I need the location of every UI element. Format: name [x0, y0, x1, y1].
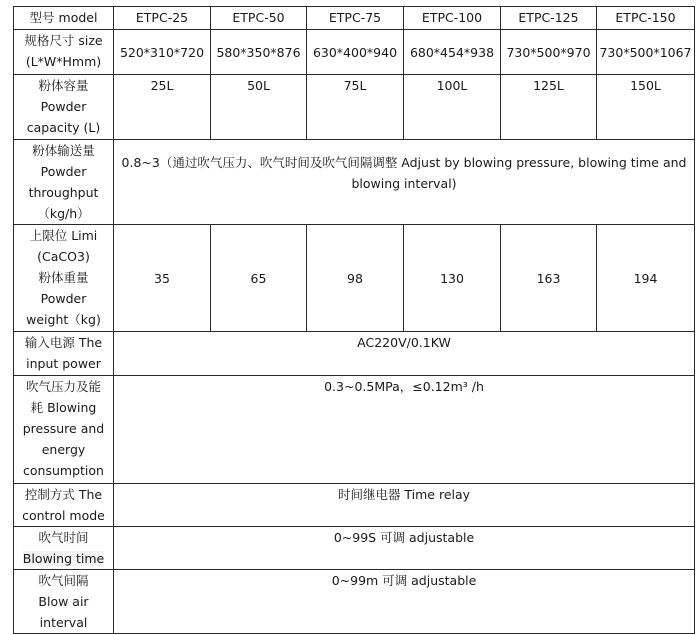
model-name: ETPC-75 — [307, 7, 404, 30]
pressure-row — [14, 376, 695, 484]
model-name: ETPC-25 — [114, 7, 211, 30]
dimension-value: 680*454*938 — [404, 30, 501, 75]
dimension-value: 730*500*1067 — [597, 30, 695, 75]
control-value: 时间继电器 Time relay — [114, 484, 695, 527]
weight-value: 130 — [404, 225, 501, 332]
model-name: ETPC-100 — [404, 7, 501, 30]
interval-value: 0~99m 可调 adjustable — [114, 570, 695, 634]
dimension-value: 730*500*970 — [501, 30, 597, 75]
blowing-time-label: 吹气时间 Blowing time — [14, 527, 114, 570]
interval-row — [14, 570, 695, 634]
capacity-value: 25L — [114, 75, 211, 140]
capacity-row — [14, 75, 695, 140]
dimension-value: 630*400*940 — [307, 30, 404, 75]
weight-row — [14, 225, 695, 332]
spec-table-container — [13, 6, 695, 634]
weight-value: 194 — [597, 225, 695, 332]
weight-value: 98 — [307, 225, 404, 332]
capacity-label: 粉体容量 Powder capacity (L) — [14, 75, 114, 140]
model-name: ETPC-125 — [501, 7, 597, 30]
power-value: AC220V/0.1KW — [114, 332, 695, 376]
dimension-value: 520*310*720 — [114, 30, 211, 75]
model-name: ETPC-150 — [597, 7, 695, 30]
capacity-value: 150L — [597, 75, 695, 140]
spec-table — [13, 6, 695, 634]
dimension-value: 580*350*876 — [211, 30, 307, 75]
weight-value: 65 — [211, 225, 307, 332]
blowing-time-row — [14, 527, 695, 570]
throughput-label: 粉体输送量 Powder throughput （kg/h） — [14, 140, 114, 225]
capacity-value: 75L — [307, 75, 404, 140]
control-label: 控制方式 The control mode — [14, 484, 114, 527]
weight-value: 163 — [501, 225, 597, 332]
model-label: 型号 model — [14, 7, 114, 30]
power-label: 输入电源 The input power — [14, 332, 114, 376]
pressure-value: 0.3~0.5MPa，≤0.12m³ /h — [114, 376, 695, 484]
interval-label: 吹气间隔 Blow air interval — [14, 570, 114, 634]
capacity-value: 100L — [404, 75, 501, 140]
power-row — [14, 332, 695, 376]
pressure-label: 吹气压力及能 耗 Blowing pressure and energy consumption — [14, 376, 114, 484]
capacity-value: 50L — [211, 75, 307, 140]
capacity-value: 125L — [501, 75, 597, 140]
blowing-time-value: 0~99S 可调 adjustable — [114, 527, 695, 570]
dimensions-label: 规格尺寸 size (L*W*Hmm) — [14, 30, 114, 75]
control-row — [14, 484, 695, 527]
dimensions-row — [14, 30, 695, 75]
weight-value: 35 — [114, 225, 211, 332]
throughput-value: 0.8~3（通过吹气压力、吹气时间及吹气间隔调整 Adjust by blowing pressure, blowing time and blowing interval) — [114, 140, 695, 225]
header-row — [14, 7, 695, 30]
model-name: ETPC-50 — [211, 7, 307, 30]
throughput-row — [14, 140, 695, 225]
weight-label: 上限位 Limi (CaCO3) 粉体重量 Powder weight（kg) — [14, 225, 114, 332]
